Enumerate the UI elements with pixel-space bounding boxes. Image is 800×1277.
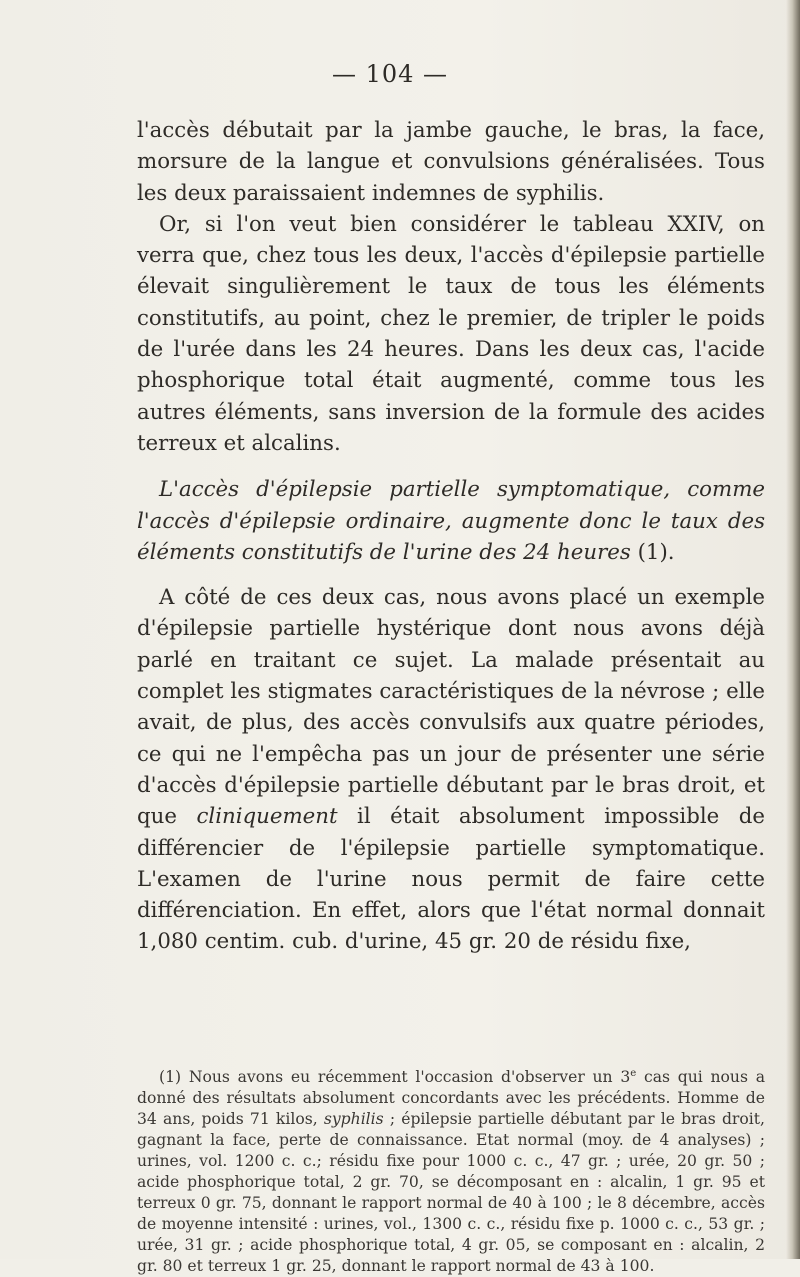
footnote-text-b: cas qui nous a donné des résultats absolument concordants avec les précédents. Homme de 34 ans, poids 71 kilos, — [137, 1068, 765, 1128]
paragraph-text-b: il était absolument impossible de différencier de l'épilepsie partielle symptomatique. L'examen de l'urine nous permit de faire cette différenciation. En effet, alors que l'état normal donnait 1,080 centim. cub. d'urine, 45 gr. 20 de résidu fixe, — [137, 804, 765, 955]
footnote-text-c: ; épilepsie partielle débutant par le bras droit, gagnant la face, perte de connaissance. Etat normal (moy. de 4 analyses) ; urines, vol. 1200 c. c.; résidu fixe pour 1000 c. c., 47 gr. ; urée, 20 gr. 50 ; acide phosphorique total, 2 gr. 70, se décomposant en : alcalin, 1 gr. 95 et terreux 0 gr. 75, donnant le rapport normal de 40 à 100 ; le 8 décembre, accès de moyenne intensité : urines, vol., 1300 c. c., résidu fixe p. 1000 c. c., 53 gr. ; urée, 31 gr. ; acide phosphorique total, 4 gr. 05, se composant en : alcalin, 2 gr. 80 et terreux 1 gr. 25, donnant le rapport normal de 43 à 100. — [137, 1110, 765, 1275]
footnote-emphasis: syphilis — [323, 1110, 384, 1128]
paragraph-text-a: A côté de ces deux cas, nous avons placé un exemple d'épilepsie partielle hystérique dont nous avons déjà parlé en traitant ce sujet. La malade présentait au complet les stigmates caractéristiques de la névrose ; elle avait, de plus, des accès convulsifs aux quatre périodes, ce qui ne l'empêcha pas un jour de présenter une série d'accès d'épilepsie partielle débutant par le bras droit, et que — [137, 585, 765, 830]
paragraph-continuation: l'accès débutait par la jambe gauche, le bras, la face, morsure de la langue et convulsions généralisées. Tous les deux paraissaient indemnes de syphilis. — [137, 118, 765, 206]
paragraph-conclusion — [137, 474, 765, 568]
paragraph-table-discussion: Or, si l'on veut bien considérer le tableau XXIV, on verra que, chez tous les deux, l'accès d'épilepsie partielle élevait singulièrement le taux de tous les éléments constitutifs, au point, chez le premier, de tripler le poids de l'urée dans les 24 heures. Dans les deux cas, l'acide phosphorique total était augmenté, comme tous les autres éléments, sans inversion de la formule des acides terreux et alcalins. — [137, 211, 765, 456]
footnote-text-a: (1) Nous avons eu récemment l'occasion d'observer un 3 — [159, 1068, 631, 1086]
footnote-reference: (1). — [630, 539, 675, 565]
paragraph-hysterical-case — [137, 582, 765, 958]
page-number: — 104 — — [331, 60, 449, 88]
footnote-superscript: e — [630, 1067, 637, 1079]
footnote — [137, 1067, 765, 1277]
page-edge-shadow — [786, 0, 800, 1259]
conclusion-italic-text: L'accès d'épilepsie partielle symptomatique, comme l'accès d'épilepsie ordinaire, augmente donc le taux des éléments constitutifs de l'urine des 24 heures — [137, 477, 765, 565]
body-text — [137, 115, 765, 958]
emphasis-cliniquement: cliniquement — [196, 804, 338, 830]
footnote-text — [137, 1067, 765, 1277]
